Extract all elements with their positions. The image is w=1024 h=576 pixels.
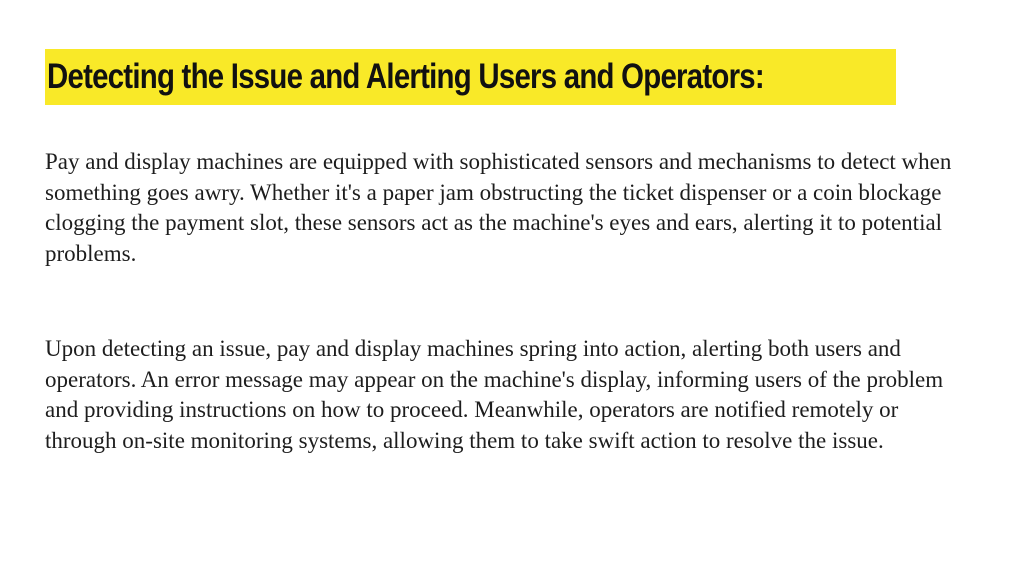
body-paragraph-1: Pay and display machines are equipped with sophisticated sensors and mechanisms to detect when something goes awry. Whether it's a paper jam obstructing the ticket dispenser or a coin blockage clogging the payment slot, these sensors act as the machine's eyes and ears, alerting it to potential problems. xyxy=(45,149,952,266)
body-paragraph-2: Upon detecting an issue, pay and display machines spring into action, alerting both users and operators. An error message may appear on the machine's display, informing users of the problem and providing instructions on how to proceed. Meanwhile, operators are notified remotely or through on-site monitoring systems, allowing them to take swift action to resolve the issue. xyxy=(45,336,944,453)
title-container xyxy=(45,49,904,105)
page-title: Detecting the Issue and Alerting Users and Operators: xyxy=(47,57,764,96)
